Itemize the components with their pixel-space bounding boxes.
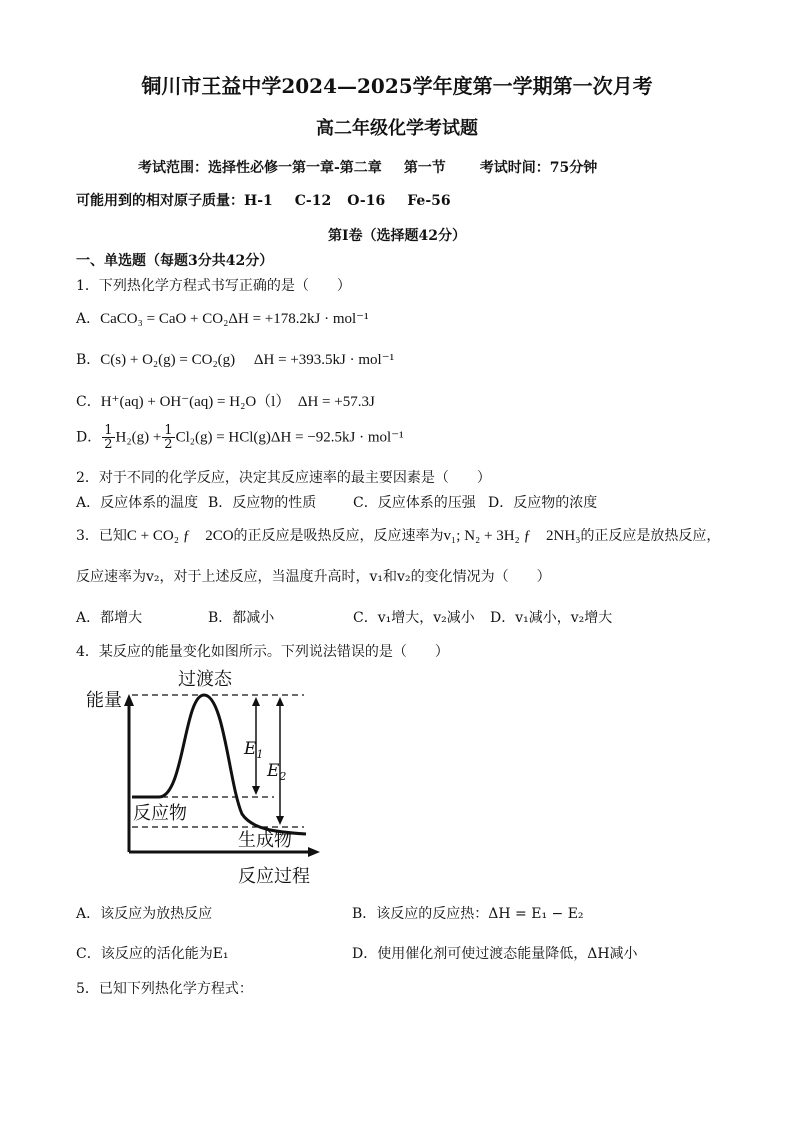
e2-arrow-up-icon: [276, 697, 284, 706]
exam-time: 考试时间：75分钟: [479, 160, 598, 176]
exam-subtitle: 高二年级化学考试题: [316, 118, 478, 139]
atomic-mass-line: [76, 190, 451, 210]
q3-option-a: A．都增大: [76, 610, 143, 626]
q4-stem: 4．某反应的能量变化如图所示。下列说法错误的是（ ）: [76, 644, 449, 660]
q1-stem: 1．下列热化学方程式书写正确的是（ ）: [76, 278, 351, 294]
y-axis-label: 能量: [86, 690, 122, 711]
atomic-mass-c: C-12: [294, 193, 332, 209]
q3-line1-end: 的正反应是放热反应，: [580, 528, 721, 544]
q5-stem: 5．已知下列热化学方程式：: [76, 981, 253, 997]
reactant-label: 反应物: [133, 803, 187, 824]
e1-label: $E_1$: [244, 739, 264, 761]
q1-option-d: [76, 424, 404, 451]
q1-option-d-part1: H₂(g) +: [115, 429, 162, 446]
transition-state-label: 过渡态: [178, 669, 232, 690]
q4-option-d: D．使用催化剂可使过渡态能量降低，ΔH减小: [352, 946, 638, 962]
q2-option-a: A．反应体系的温度: [76, 495, 199, 511]
q4-option-a: A．该反应为放热反应: [76, 906, 213, 922]
q1-option-c-label: C．: [76, 394, 101, 410]
q2-stem: 2．对于不同的化学反应，决定其反应速率的最主要因素是（ ）: [76, 470, 491, 486]
q4-option-b: B．该反应的反应热：ΔH = E₁ − E₂: [352, 906, 584, 922]
exam-title: 铜川市王益中学2024—2025学年度第一学期第一次月考: [141, 74, 653, 98]
section-heading: 一、单选题（每题3分共42分）: [76, 253, 274, 269]
e2-label: $E_2$: [267, 761, 287, 783]
q1-option-c-equation: H⁺(aq) + OH⁻(aq) = H₂O（l） ΔH = +57.3J: [100, 394, 375, 410]
atomic-mass-o: O-16: [347, 193, 386, 209]
q2-option-c: C．反应体系的压强: [353, 495, 476, 511]
e2-arrow-down-icon: [276, 816, 284, 825]
atomic-mass-h: H-1: [244, 193, 273, 209]
volume-title: 第Ⅰ卷（选择题42分）: [327, 228, 467, 244]
q1-option-a: [76, 308, 369, 328]
q3-option-b: B．都减小: [208, 610, 275, 626]
y-axis-arrow-icon: [124, 694, 134, 706]
q1-option-d-label: D．: [76, 429, 102, 446]
q3-line2: 反应速率为v₂，对于上述反应，当温度升高时，v₁和v₂的变化情况为（ ）: [76, 569, 551, 585]
q4-option-c: C．该反应的活化能为E₁: [76, 946, 229, 962]
x-axis-arrow-icon: [308, 847, 320, 857]
q1-option-c: [76, 390, 375, 411]
q1-option-a-label: A．: [76, 311, 101, 327]
exam-scope-section: 第一节: [403, 160, 446, 176]
exam-scope: 考试范围：选择性必修一第一章-第二章: [138, 160, 382, 176]
q1-option-d-fraction-2: $\frac{1}{2}$: [164, 423, 173, 452]
x-axis-label: 反应过程: [238, 866, 310, 887]
atomic-mass-fe: Fe-56: [407, 193, 451, 209]
energy-diagram: [84, 664, 324, 889]
q3-option-d: D．v₁减小，v₂增大: [490, 610, 613, 626]
atomic-mass-label: 可能用到的相对原子质量：: [76, 193, 244, 209]
q1-option-a-equation: CaCO₃ = CaO + CO₂ΔH = +178.2kJ · mol⁻¹: [100, 311, 369, 327]
q3-line1: [76, 524, 720, 545]
q3-equation-2: v₁; N₂ + 3H₂ ƒ 2NH₃: [443, 528, 581, 544]
q3-line1-mid: 的正反应是吸热反应，反应速率为: [233, 528, 444, 544]
e1-arrow-down-icon: [252, 786, 260, 795]
q3-option-c: C．v₁增大，v₂减小: [353, 610, 475, 626]
q1-option-b-equation: C(s) + O₂(g) = CO₂(g) ΔH = +393.5kJ · mol⁻¹: [100, 352, 395, 368]
q2-option-b: B．反应物的性质: [208, 495, 317, 511]
q3-line1-intro: 3．已知: [76, 528, 127, 544]
product-label: 生成物: [238, 830, 292, 851]
exam-info-line: [138, 157, 597, 177]
q1-option-d-fraction-1: $\frac{1}{2}$: [104, 423, 113, 452]
q1-option-d-part2: Cl₂(g) = HCl(g)ΔH = −92.5kJ · mol⁻¹: [175, 429, 404, 446]
q1-option-b-label: B．: [76, 352, 101, 368]
q2-option-d: D．反应物的浓度: [488, 495, 598, 511]
e1-arrow-up-icon: [252, 697, 260, 706]
q1-option-b: [76, 348, 394, 369]
q3-equation-1: C + CO₂ ƒ 2CO: [126, 528, 234, 544]
